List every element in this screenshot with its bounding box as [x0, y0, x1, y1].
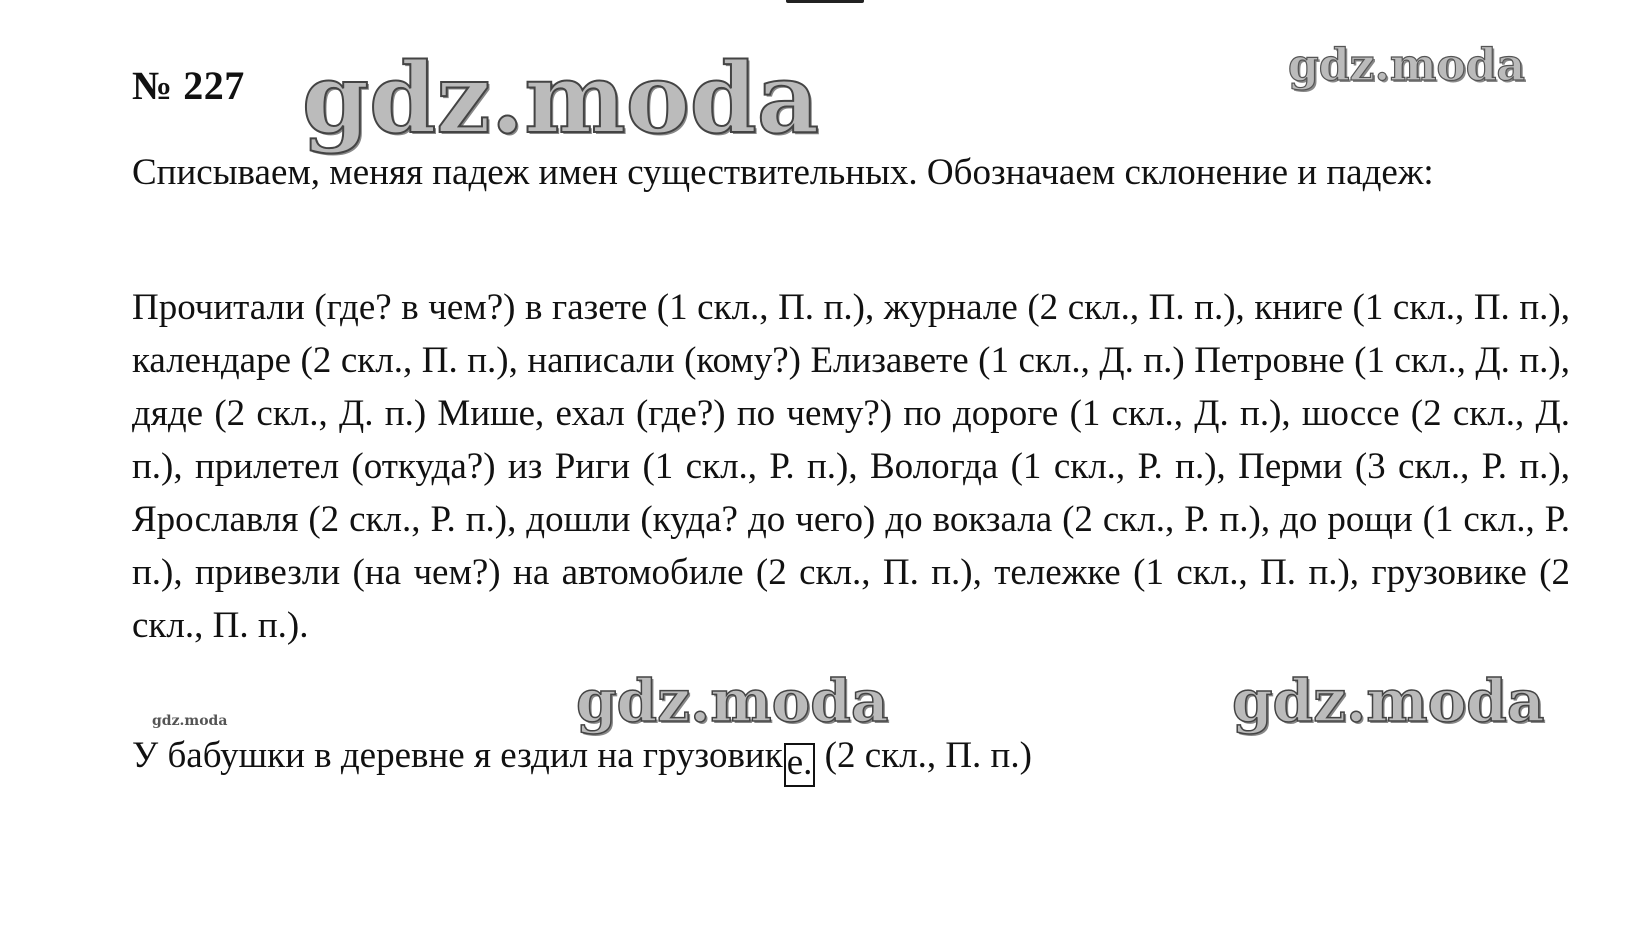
watermark-top-right: gdz.moda: [1288, 40, 1526, 91]
main-paragraph: Прочитали (где? в чем?) в газете (1 скл., П. п.), журнале (2 скл., П. п.), книге (1 скл., П. п.), календаре (2 скл., П. п.), написали (кому?) Елизавете (1 скл., Д. п.) Петровне (1 скл., Д. п.), дяде (2 скл., Д. п.) Мише, ехал (где?) по чему?) по дороге (1 скл., Д. п.), шоссе (2 скл., Д. п.), прилетел (откуда?) из Риги (1 скл., Р. п.), Вологда (1 скл., Р. п.), Перми (3 скл., Р. п.), Ярославля (2 скл., Р. п.), дошли (куда? до чего) до вокзала (2 скл., Р. п.), до рощи (1 скл., Р. п.), привезли (на чем?) на автомобиле (2 скл., П. п.), тележке (1 скл., П. п.), грузовике (2 скл., П. п.).: [132, 287, 1570, 646]
top-edge-mark: [786, 0, 864, 3]
watermark-large: gdz.moda: [302, 42, 820, 155]
watermark-bottom-right: gdz.moda: [1232, 667, 1545, 735]
example-sentence: [132, 729, 1570, 782]
boxed-ending: е.: [784, 743, 816, 787]
exercise-number: № 227: [132, 63, 245, 108]
watermark-tiny: gdz.moda: [152, 713, 228, 729]
sentence-annotation: (2 скл., П. п.): [815, 735, 1032, 776]
intro-paragraph: Списываем, меняя падеж имен существительных. Обозначаем склонение и падеж:: [132, 152, 1434, 193]
watermark-middle: gdz.moda: [576, 667, 889, 735]
sentence-start: У бабушки в деревне я ездил на грузовик: [132, 735, 783, 776]
